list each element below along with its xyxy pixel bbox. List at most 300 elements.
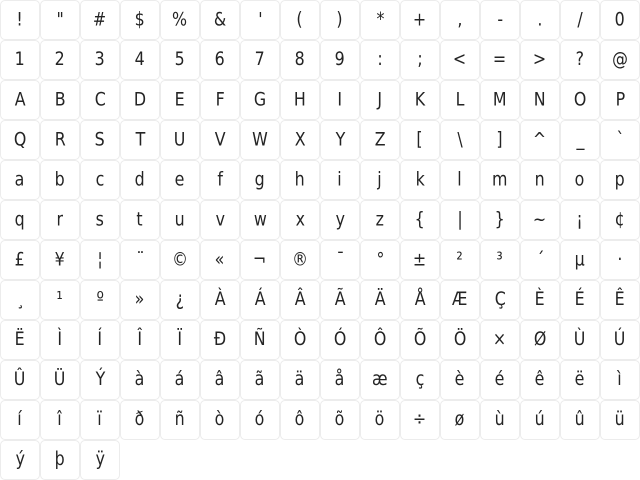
glyph-cell	[600, 0, 640, 40]
glyph-cell	[440, 280, 480, 320]
glyph: ~	[533, 208, 547, 231]
glyph-cell	[80, 120, 120, 160]
glyph: é	[495, 368, 505, 391]
glyph-cell	[160, 40, 200, 80]
glyph-cell	[120, 320, 160, 360]
glyph: N	[534, 88, 546, 111]
glyph: ô	[295, 408, 305, 431]
glyph: !	[16, 8, 24, 31]
glyph-cell	[280, 160, 320, 200]
glyph: o	[575, 168, 585, 191]
glyph: Û	[14, 368, 26, 391]
glyph-cell	[280, 120, 320, 160]
glyph: õ	[335, 408, 345, 431]
glyph-cell	[440, 0, 480, 40]
glyph-cell	[360, 360, 400, 400]
glyph: "	[56, 8, 64, 31]
glyph-cell	[520, 200, 560, 240]
glyph: z	[375, 208, 385, 231]
glyph: <	[453, 48, 467, 71]
glyph: >	[533, 48, 547, 71]
glyph: Ú	[614, 328, 626, 351]
glyph: ð	[135, 408, 145, 431]
glyph-cell	[240, 80, 280, 120]
glyph-cell	[0, 400, 40, 440]
glyph: P	[615, 88, 625, 111]
glyph-cell	[120, 280, 160, 320]
glyph: p	[614, 168, 626, 191]
glyph: K	[414, 88, 426, 111]
glyph: Á	[254, 288, 266, 311]
glyph-cell	[160, 360, 200, 400]
glyph: Y	[335, 128, 345, 151]
glyph-cell	[0, 360, 40, 400]
glyph-cell	[480, 80, 520, 120]
glyph-cell	[480, 320, 520, 360]
glyph: ¢	[614, 208, 626, 231]
glyph-cell	[0, 440, 40, 480]
glyph-cell	[520, 400, 560, 440]
glyph-cell	[240, 320, 280, 360]
glyph-cell	[600, 360, 640, 400]
glyph-cell	[320, 160, 360, 200]
glyph: ì	[617, 368, 623, 391]
glyph: °	[376, 248, 384, 271]
glyph: :	[377, 48, 383, 71]
glyph: »	[135, 288, 145, 311]
glyph-cell	[80, 360, 120, 400]
glyph: y	[335, 208, 345, 231]
glyph: ,	[457, 8, 463, 31]
glyph-cell	[200, 80, 240, 120]
glyph-cell	[80, 240, 120, 280]
glyph: k	[415, 168, 425, 191]
glyph: Ò	[293, 328, 307, 351]
glyph: þ	[54, 448, 66, 471]
glyph: ·	[617, 248, 623, 271]
glyph-cell	[400, 160, 440, 200]
glyph-cell	[40, 200, 80, 240]
glyph-cell	[320, 40, 360, 80]
glyph: Z	[374, 128, 386, 151]
glyph-cell	[600, 400, 640, 440]
glyph-cell	[40, 0, 80, 40]
glyph: ü	[614, 408, 626, 431]
glyph-cell	[240, 400, 280, 440]
glyph: =	[493, 48, 507, 71]
glyph: X	[294, 128, 306, 151]
glyph: Å	[414, 288, 426, 311]
glyph: ÿ	[95, 448, 105, 471]
glyph: I	[337, 88, 343, 111]
glyph-cell	[120, 160, 160, 200]
glyph-cell	[600, 240, 640, 280]
glyph-cell	[240, 0, 280, 40]
glyph: U	[174, 128, 186, 151]
glyph: ¿	[175, 288, 185, 311]
glyph: ©	[172, 248, 188, 271]
glyph: ³	[496, 248, 504, 271]
glyph-cell	[200, 120, 240, 160]
glyph-cell	[80, 320, 120, 360]
glyph-cell	[160, 320, 200, 360]
glyph: ®	[292, 248, 308, 271]
glyph: m	[492, 168, 508, 191]
glyph: ¨	[136, 248, 144, 271]
glyph: ²	[456, 248, 464, 271]
glyph-cell	[440, 120, 480, 160]
glyph-cell	[600, 200, 640, 240]
glyph-cell	[200, 360, 240, 400]
glyph: +	[413, 8, 427, 31]
glyph-cell	[560, 280, 600, 320]
glyph-cell	[520, 320, 560, 360]
glyph: b	[54, 168, 66, 191]
glyph-cell	[320, 240, 360, 280]
glyph: Æ	[452, 288, 468, 311]
glyph-cell	[0, 240, 40, 280]
glyph-cell	[120, 400, 160, 440]
glyph-cell	[360, 320, 400, 360]
glyph: 4	[134, 48, 146, 71]
glyph: A	[14, 88, 26, 111]
glyph: S	[94, 128, 106, 151]
glyph: '	[257, 8, 263, 31]
glyph-cell	[400, 320, 440, 360]
glyph-cell	[120, 200, 160, 240]
glyph: ]	[496, 128, 504, 151]
glyph: Ì	[57, 328, 63, 351]
glyph-cell	[80, 280, 120, 320]
glyph: É	[574, 288, 586, 311]
glyph: 3	[94, 48, 106, 71]
glyph: 8	[294, 48, 306, 71]
glyph: `	[616, 128, 624, 151]
glyph-cell	[560, 360, 600, 400]
glyph-cell	[400, 120, 440, 160]
glyph: Ê	[614, 288, 626, 311]
glyph: Ö	[453, 328, 467, 351]
glyph: %	[172, 8, 188, 31]
glyph-cell	[240, 360, 280, 400]
glyph: D	[133, 88, 147, 111]
glyph: â	[215, 368, 225, 391]
glyph-cell	[480, 0, 520, 40]
glyph-cell	[360, 80, 400, 120]
glyph: j	[377, 168, 383, 191]
glyph-cell	[440, 240, 480, 280]
glyph-cell	[80, 200, 120, 240]
glyph-cell	[0, 40, 40, 80]
glyph-cell	[160, 400, 200, 440]
glyph: x	[295, 208, 305, 231]
glyph-cell	[240, 280, 280, 320]
glyph: ±	[413, 248, 427, 271]
glyph-cell	[160, 200, 200, 240]
glyph-cell	[0, 200, 40, 240]
glyph: T	[135, 128, 145, 151]
glyph-cell	[400, 40, 440, 80]
glyph: ^	[533, 128, 547, 151]
glyph-cell	[0, 0, 40, 40]
glyph-cell	[280, 280, 320, 320]
glyph-cell	[160, 240, 200, 280]
glyph: 1	[14, 48, 26, 71]
glyph-cell	[200, 200, 240, 240]
glyph-cell	[480, 120, 520, 160]
glyph: ï	[97, 408, 103, 431]
glyph: )	[336, 8, 344, 31]
glyph-cell	[600, 40, 640, 80]
glyph-cell	[320, 400, 360, 440]
glyph: *	[376, 8, 384, 31]
glyph: ø	[455, 408, 465, 431]
glyph: ú	[534, 408, 546, 431]
glyph-cell	[400, 360, 440, 400]
glyph-cell	[160, 160, 200, 200]
glyph: c	[95, 168, 105, 191]
glyph-cell	[40, 400, 80, 440]
glyph: Ù	[574, 328, 586, 351]
glyph: å	[335, 368, 345, 391]
glyph-cell	[360, 240, 400, 280]
glyph-cell	[560, 400, 600, 440]
glyph-cell	[600, 320, 640, 360]
glyph-cell	[520, 360, 560, 400]
glyph-cell	[360, 160, 400, 200]
glyph-cell	[560, 200, 600, 240]
glyph-cell	[480, 360, 520, 400]
glyph: Ñ	[254, 328, 266, 351]
glyph-cell	[280, 200, 320, 240]
glyph: 0	[614, 8, 626, 31]
glyph-cell	[520, 40, 560, 80]
glyph: Õ	[413, 328, 427, 351]
glyph: s	[95, 208, 105, 231]
glyph: Â	[294, 288, 306, 311]
glyph-cell	[520, 240, 560, 280]
glyph: V	[214, 128, 226, 151]
glyph: u	[174, 208, 186, 231]
glyph-cell	[240, 240, 280, 280]
glyph-cell	[360, 0, 400, 40]
glyph-cell	[40, 360, 80, 400]
glyph-cell	[160, 80, 200, 120]
glyph-cell	[0, 280, 40, 320]
glyph-cell	[400, 400, 440, 440]
glyph: 5	[174, 48, 186, 71]
glyph-cell	[480, 40, 520, 80]
glyph-cell	[400, 0, 440, 40]
glyph-cell	[440, 360, 480, 400]
glyph: ù	[494, 408, 506, 431]
glyph-cell	[0, 80, 40, 120]
glyph-cell	[160, 280, 200, 320]
glyph: g	[254, 168, 266, 191]
glyph: ç	[415, 368, 425, 391]
glyph: B	[54, 88, 66, 111]
glyph: Ý	[95, 368, 105, 391]
glyph: ê	[535, 368, 545, 391]
glyph: ë	[575, 368, 585, 391]
glyph-cell	[560, 120, 600, 160]
glyph-cell	[280, 80, 320, 120]
glyph: t	[136, 208, 144, 231]
glyph: ?	[575, 48, 585, 71]
glyph: ¯	[336, 248, 344, 271]
glyph-cell	[320, 80, 360, 120]
glyph-cell	[40, 40, 80, 80]
glyph: f	[217, 168, 223, 191]
glyph: î	[57, 408, 63, 431]
glyph-cell	[520, 120, 560, 160]
glyph: .	[537, 8, 543, 31]
glyph: 6	[214, 48, 226, 71]
glyph: À	[214, 288, 226, 311]
glyph-cell	[320, 120, 360, 160]
glyph: È	[534, 288, 546, 311]
glyph: R	[54, 128, 66, 151]
glyph: $	[134, 8, 146, 31]
glyph-cell	[120, 240, 160, 280]
glyph-cell	[280, 360, 320, 400]
glyph-cell	[480, 400, 520, 440]
glyph-cell	[40, 320, 80, 360]
glyph-cell	[120, 360, 160, 400]
glyph-cell	[80, 80, 120, 120]
glyph-cell	[120, 120, 160, 160]
glyph-cell	[40, 440, 80, 480]
glyph: /	[577, 8, 583, 31]
glyph: #	[93, 8, 107, 31]
glyph-cell	[320, 320, 360, 360]
glyph: ¸	[16, 288, 24, 311]
glyph-cell	[320, 280, 360, 320]
glyph-cell	[480, 240, 520, 280]
glyph: Ø	[533, 328, 547, 351]
glyph-cell	[560, 240, 600, 280]
glyph-cell	[200, 400, 240, 440]
glyph: n	[534, 168, 546, 191]
glyph-cell	[560, 0, 600, 40]
glyph-cell	[480, 280, 520, 320]
glyph-cell	[520, 280, 560, 320]
glyph: |	[457, 208, 463, 231]
glyph: µ	[574, 248, 586, 271]
glyph-cell	[280, 320, 320, 360]
glyph-cell	[40, 80, 80, 120]
glyph-cell	[560, 80, 600, 120]
glyph: Ó	[333, 328, 347, 351]
glyph-cell	[400, 280, 440, 320]
glyph: Ð	[213, 328, 227, 351]
glyph: _	[576, 128, 584, 151]
glyph-cell	[560, 160, 600, 200]
glyph-cell	[400, 240, 440, 280]
glyph: C	[94, 88, 106, 111]
glyph: ý	[15, 448, 25, 471]
glyph-cell	[160, 0, 200, 40]
glyph-cell	[240, 160, 280, 200]
glyph: J	[377, 88, 383, 111]
glyph-cell	[200, 0, 240, 40]
glyph: ;	[417, 48, 423, 71]
glyph: M	[493, 88, 507, 111]
glyph: a	[15, 168, 25, 191]
glyph: ö	[375, 408, 385, 431]
glyph: Q	[13, 128, 27, 151]
glyph-cell	[440, 160, 480, 200]
glyph: ¡	[576, 208, 584, 231]
glyph: «	[215, 248, 225, 271]
glyph-cell	[200, 40, 240, 80]
glyph-cell	[440, 200, 480, 240]
glyph-cell	[160, 120, 200, 160]
glyph-cell	[440, 400, 480, 440]
glyph-cell	[80, 40, 120, 80]
glyph: Ã	[334, 288, 346, 311]
glyph: H	[294, 88, 306, 111]
glyph: q	[14, 208, 26, 231]
glyph-cell	[520, 0, 560, 40]
glyph: (	[296, 8, 304, 31]
glyph: G	[253, 88, 267, 111]
glyph: ¦	[97, 248, 103, 271]
glyph: \	[457, 128, 463, 151]
glyph-cell	[360, 280, 400, 320]
glyph-cell	[520, 160, 560, 200]
glyph: h	[294, 168, 306, 191]
glyph: ã	[255, 368, 265, 391]
glyph: i	[337, 168, 343, 191]
glyph: á	[175, 368, 185, 391]
glyph: Ô	[373, 328, 387, 351]
glyph: Ï	[177, 328, 183, 351]
glyph-cell	[40, 240, 80, 280]
glyph-cell	[560, 40, 600, 80]
glyph: Ç	[494, 288, 506, 311]
glyph-cell	[120, 40, 160, 80]
glyph: ¹	[56, 288, 64, 311]
glyph-cell	[520, 80, 560, 120]
glyph-cell	[280, 240, 320, 280]
glyph: W	[252, 128, 268, 151]
glyph-cell	[80, 440, 120, 480]
glyph-cell	[80, 400, 120, 440]
glyph-cell	[40, 120, 80, 160]
glyph-cell	[280, 40, 320, 80]
glyph-cell	[480, 160, 520, 200]
glyph: Î	[137, 328, 143, 351]
glyph-cell	[600, 80, 640, 120]
glyph-cell	[280, 0, 320, 40]
glyph-cell	[440, 80, 480, 120]
glyph: &	[213, 8, 227, 31]
glyph: O	[573, 88, 587, 111]
glyph: ÷	[413, 408, 427, 431]
glyph: ¥	[54, 248, 66, 271]
glyph-cell	[400, 80, 440, 120]
glyph: {	[414, 208, 426, 231]
glyph-cell	[440, 320, 480, 360]
glyph-cell	[400, 200, 440, 240]
glyph: d	[134, 168, 146, 191]
glyph-cell	[120, 80, 160, 120]
glyph: è	[455, 368, 465, 391]
glyph: @	[612, 48, 628, 71]
glyph-cell	[320, 200, 360, 240]
glyph: º	[96, 288, 104, 311]
